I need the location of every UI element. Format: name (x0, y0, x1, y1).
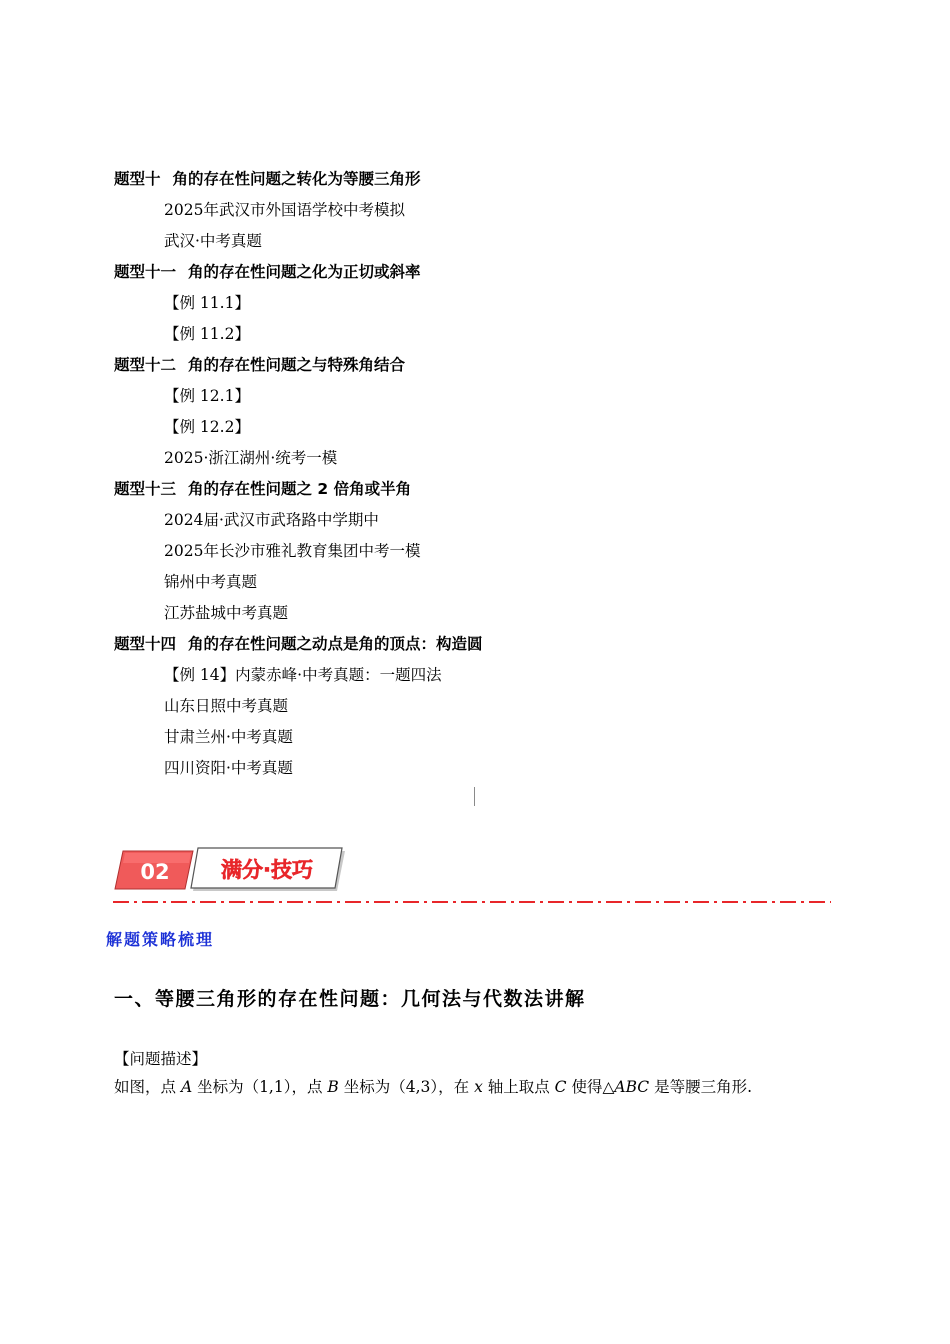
toc-entry[interactable]: 【例 14】内蒙赤峰·中考真题：一题四法 (164, 666, 442, 684)
toc-section-title: 角的存在性问题之动点是角的顶点：构造圆 (188, 635, 483, 653)
toc-section-number: 题型十 (114, 170, 161, 188)
toc-section-number: 题型十一 (114, 263, 177, 281)
toc-entry[interactable]: 2025·浙江湖州·统考一模 (164, 449, 338, 467)
toc-entry[interactable]: 【例 12.1】 (164, 387, 250, 405)
toc-entry[interactable]: 2024届·武汉市武珞路中学期中 (164, 511, 379, 529)
toc-entry[interactable]: 武汉·中考真题 (164, 232, 262, 250)
problem-text-part: 坐标为（4,3），在 (338, 1078, 475, 1096)
toc-section-number: 题型十四 (114, 635, 177, 653)
toc-section-heading[interactable] (114, 352, 874, 383)
section-banner (113, 845, 833, 907)
toc-entry[interactable]: 【例 12.2】 (164, 418, 250, 436)
toc-entry[interactable]: 锦州中考真题 (164, 573, 258, 591)
toc-entry[interactable]: 2025年长沙市雅礼教育集团中考一模 (164, 542, 421, 560)
point-a-label: A (180, 1078, 193, 1096)
problem-label: 【问题描述】 (114, 1050, 208, 1068)
toc-section-heading[interactable] (114, 259, 874, 290)
banner-number: 02 (140, 860, 170, 884)
toc-entry[interactable]: 【例 11.1】 (164, 294, 250, 312)
x-axis-label: x (474, 1078, 483, 1096)
triangle-abc-label: ABC (614, 1078, 650, 1096)
toc-entry[interactable]: 【例 11.2】 (164, 325, 250, 343)
problem-text (114, 1075, 752, 1097)
point-b-label: B (327, 1078, 339, 1096)
problem-text-part: 是等腰三角形. (649, 1078, 752, 1096)
toc-entry[interactable]: 甘肃兰州·中考真题 (164, 728, 293, 746)
toc-entry[interactable]: 江苏盐城中考真题 (164, 604, 289, 622)
toc-entry[interactable]: 2025年武汉市外国语学校中考模拟 (164, 201, 405, 219)
strategy-title: 解题策略梳理 (106, 930, 215, 949)
toc-entry[interactable]: 山东日照中考真题 (164, 697, 289, 715)
text-cursor (474, 787, 475, 806)
banner-title: 满分·技巧 (221, 858, 313, 882)
problem-text-part: 轴上取点 (482, 1078, 555, 1096)
problem-text-part: 如图，点 (114, 1078, 181, 1096)
point-c-label: C (554, 1078, 567, 1096)
toc-section-title: 角的存在性问题之化为正切或斜率 (188, 263, 421, 281)
toc-section-heading[interactable] (114, 631, 874, 662)
toc-section-title: 角的存在性问题之 2 倍角或半角 (188, 480, 412, 498)
problem-text-part: 坐标为（1,1），点 (192, 1078, 328, 1096)
toc-section-heading[interactable] (114, 166, 874, 197)
toc-section-number: 题型十三 (114, 480, 177, 498)
toc-entry[interactable]: 四川资阳·中考真题 (164, 759, 293, 777)
toc-section-title: 角的存在性问题之与特殊角结合 (188, 356, 406, 374)
toc-section-heading[interactable] (114, 476, 874, 507)
toc-section-number: 题型十二 (114, 356, 177, 374)
table-of-contents (114, 166, 874, 786)
problem-text-part: 使得△ (566, 1078, 615, 1096)
toc-section-title: 角的存在性问题之转化为等腰三角形 (172, 170, 421, 188)
section-heading: 一、等腰三角形的存在性问题：几何法与代数法讲解 (114, 988, 586, 1010)
